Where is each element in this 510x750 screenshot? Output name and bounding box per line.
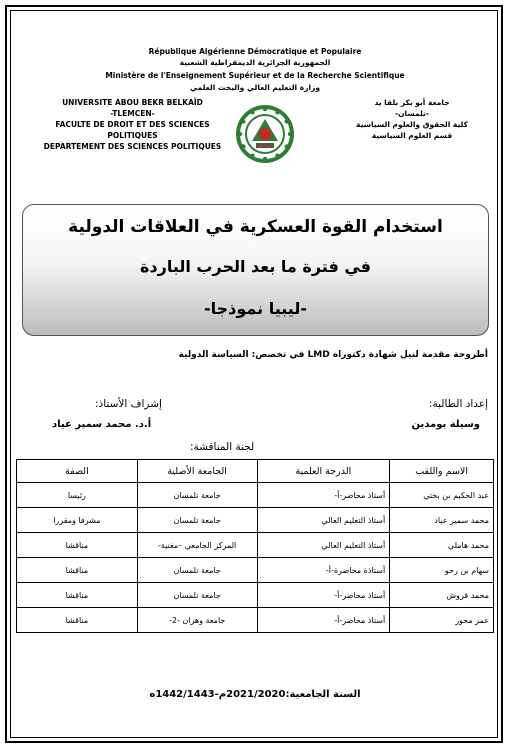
- student-label: إعداد الطالبة:: [428, 398, 488, 410]
- member-role: مناقشا: [17, 533, 138, 558]
- department-ar: قسم العلوم السياسية: [371, 131, 453, 140]
- member-name: محمد هاملي: [390, 533, 494, 558]
- thesis-title-line1: استخدام القوة العسكرية في العلاقات الدولية: [68, 217, 443, 237]
- thesis-title-line3: -ليبيا نموذجا-: [204, 299, 307, 318]
- department-fr: DEPARTEMENT DES SCIENCES POLITIQUES: [43, 142, 222, 151]
- supervisor-name: أ.د. محمد سمير عياد: [52, 419, 152, 430]
- table-row: [17, 583, 494, 608]
- member-name: محمد قروش: [390, 583, 494, 608]
- member-rank: أستاذ التعليم العالي: [257, 533, 390, 558]
- header-rank: الدرجة العلمية: [257, 460, 390, 483]
- thesis-title-line2: في فترة ما بعد الحرب الباردة: [139, 257, 372, 276]
- header-university: الجامعة الأصلية: [137, 460, 257, 483]
- university-fr-block: [30, 97, 235, 152]
- member-rank: أستاذ محاضر-أ-: [257, 583, 390, 608]
- committee-label: لجنة المناقشة:: [190, 441, 255, 453]
- table-row: [17, 483, 494, 508]
- member-rank: أستاذ محاضر-أ-: [257, 483, 390, 508]
- university-name-ar: جامعة أبو بكر بلقا يد: [374, 98, 450, 107]
- member-university: جامعة تلمسان: [137, 508, 257, 533]
- member-role: مناقشا: [17, 583, 138, 608]
- student-name: وسيلة بومدين: [411, 419, 480, 430]
- member-role: مناقشا: [17, 558, 138, 583]
- ministry-fr: Ministère de l'Enseignement Supérieur et de la Recherche Scientifique: [105, 71, 405, 80]
- committee-table: [16, 459, 494, 633]
- table-row: [17, 508, 494, 533]
- faculty-fr-cont: POLITIQUES: [107, 131, 158, 140]
- university-name-fr: UNIVERSITE ABOU BEKR BELKAÏD: [62, 98, 203, 107]
- member-university: جامعة تلمسان: [137, 583, 257, 608]
- member-name: عمر محوز: [390, 608, 494, 633]
- republic-fr: République Algérienne Démocratique et Populaire: [148, 47, 362, 56]
- city-ar: -تلمسان-: [395, 109, 429, 118]
- table-row: [17, 558, 494, 583]
- member-university: جامعة وهران -2-: [137, 608, 257, 633]
- member-role: مناقشا: [17, 608, 138, 633]
- thesis-title-box: [22, 204, 489, 336]
- header-role: الصفة: [17, 460, 138, 483]
- member-rank: أستاذة محاضرة-أ-: [257, 558, 390, 583]
- city-fr: -TLEMCEN-: [110, 109, 155, 118]
- member-name: سهام بن رحو: [390, 558, 494, 583]
- ministry-ar: وزارة التعليم العالي والبحث العلمي: [189, 83, 321, 92]
- thesis-subtitle: أطروحة مقدمة لنيل شهادة دكتوراه LMD في تخصص: السياسة الدولية: [178, 350, 488, 360]
- member-role: مشرفا ومقررا: [17, 508, 138, 533]
- member-name: محمد سمير عياد: [390, 508, 494, 533]
- member-university: جامعة تلمسان: [137, 483, 257, 508]
- member-university: المركز الجامعي –مغنية-: [137, 533, 257, 558]
- university-logo-icon: [234, 103, 296, 165]
- member-rank: أستاذ التعليم العالي: [257, 508, 390, 533]
- member-name: عبد الحكيم بن بختي: [390, 483, 494, 508]
- table-row: [17, 608, 494, 633]
- member-rank: أستاذ محاضر-أ-: [257, 608, 390, 633]
- table-row: [17, 533, 494, 558]
- table-header-row: [17, 460, 494, 483]
- university-ar-block: [342, 97, 482, 141]
- member-university: جامعة تلمسان: [137, 558, 257, 583]
- header-name: الاسم واللقب: [390, 460, 494, 483]
- faculty-ar: كلية الحقوق والعلوم السياسية: [356, 120, 468, 129]
- academic-year: السنة الجامعية:2021/2020م-1442/1443ه: [149, 689, 361, 700]
- supervisor-label: إشراف الأستاذ:: [95, 398, 162, 410]
- faculty-fr: FACULTE DE DROIT ET DES SCIENCES: [55, 120, 210, 129]
- republic-ar: الجمهورية الجزائرية الديمقراطية الشعبية: [179, 58, 331, 67]
- member-role: رئيسا: [17, 483, 138, 508]
